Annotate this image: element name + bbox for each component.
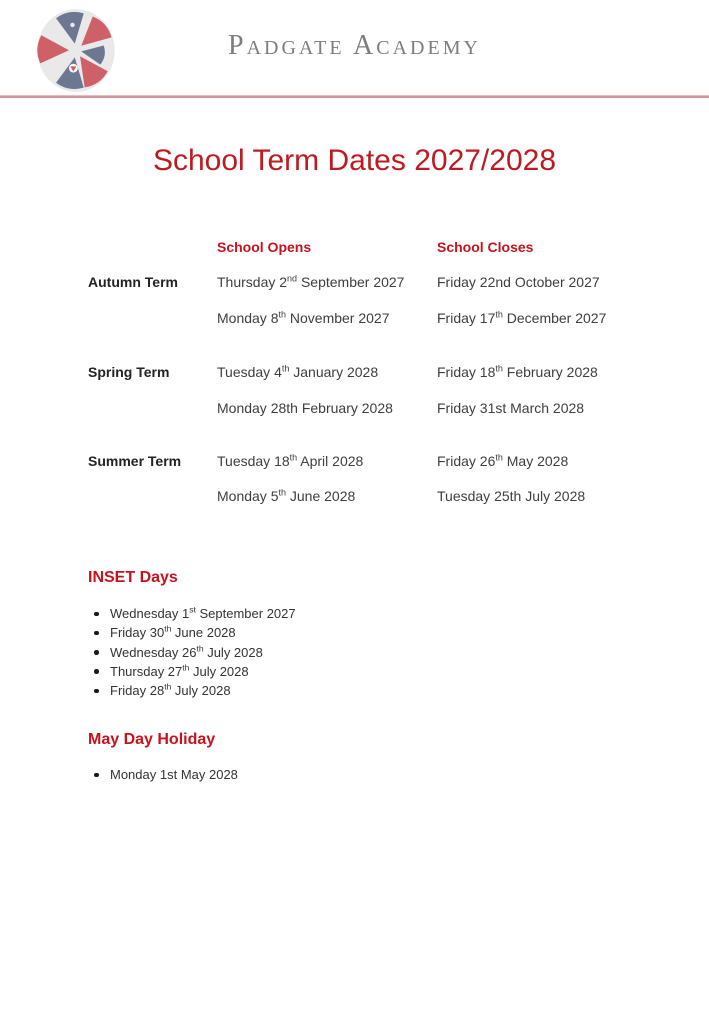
bullet-icon: [94, 631, 99, 636]
list-item: Wednesday 1st September 2027: [88, 604, 296, 623]
bullet-icon: [94, 612, 99, 617]
date-opens: Monday 8th November 2027: [217, 309, 390, 326]
page-header: [0, 0, 709, 96]
date-closes: Friday 22nd October 2027: [437, 274, 600, 290]
may-day-list: [88, 765, 238, 784]
list-item: Friday 28th July 2028: [88, 681, 296, 700]
list-item: Monday 1st May 2028: [88, 765, 238, 784]
list-item: Thursday 27th July 2028: [88, 662, 296, 681]
page-title: School Term Dates 2027/2028: [152, 144, 557, 177]
empty-cell: [88, 309, 217, 327]
bullet-icon: [94, 773, 99, 778]
bullet-icon: [94, 669, 99, 674]
table-row-spring-1: [88, 363, 648, 381]
bullet-icon: [94, 650, 99, 655]
may-day-holiday-heading: May Day Holiday: [88, 731, 216, 748]
date-closes: Friday 17th December 2027: [437, 309, 607, 326]
table-row-autumn-1: [88, 273, 648, 291]
bullet-icon: [94, 689, 99, 694]
inset-days-list: [88, 604, 296, 700]
date-closes: Friday 26th May 2028: [437, 452, 569, 469]
empty-cell: [88, 487, 217, 505]
table-row-summer-2: [88, 487, 648, 505]
date-opens: Monday 5th June 2028: [217, 487, 356, 504]
term-label-spring: Spring Term: [88, 364, 170, 380]
list-item: Wednesday 26th July 2028: [88, 643, 296, 662]
table-row-autumn-2: [88, 309, 648, 327]
date-closes: Friday 18th February 2028: [437, 363, 598, 380]
empty-cell: [88, 399, 217, 417]
date-closes: Tuesday 25th July 2028: [437, 488, 586, 504]
date-opens: Tuesday 18th April 2028: [217, 452, 364, 469]
list-item: Friday 30th June 2028: [88, 623, 296, 642]
column-header-closes: School Closes: [437, 239, 534, 255]
table-row-summer-1: [88, 452, 648, 470]
date-opens: Monday 28th February 2028: [217, 400, 393, 416]
column-header-opens: School Opens: [217, 239, 312, 255]
empty-header-cell: [88, 238, 217, 256]
table-row-spring-2: [88, 399, 648, 417]
date-opens: Thursday 2nd September 2027: [217, 273, 405, 290]
date-closes: Friday 31st March 2028: [437, 400, 585, 416]
header-divider: [0, 95, 709, 98]
term-label-summer: Summer Term: [88, 453, 182, 469]
school-name: Padgate Academy: [228, 30, 481, 61]
date-opens: Tuesday 4th January 2028: [217, 363, 379, 380]
term-label-autumn: Autumn Term: [88, 274, 178, 290]
table-header-row: [88, 238, 648, 256]
inset-days-heading: INSET Days: [88, 569, 178, 586]
